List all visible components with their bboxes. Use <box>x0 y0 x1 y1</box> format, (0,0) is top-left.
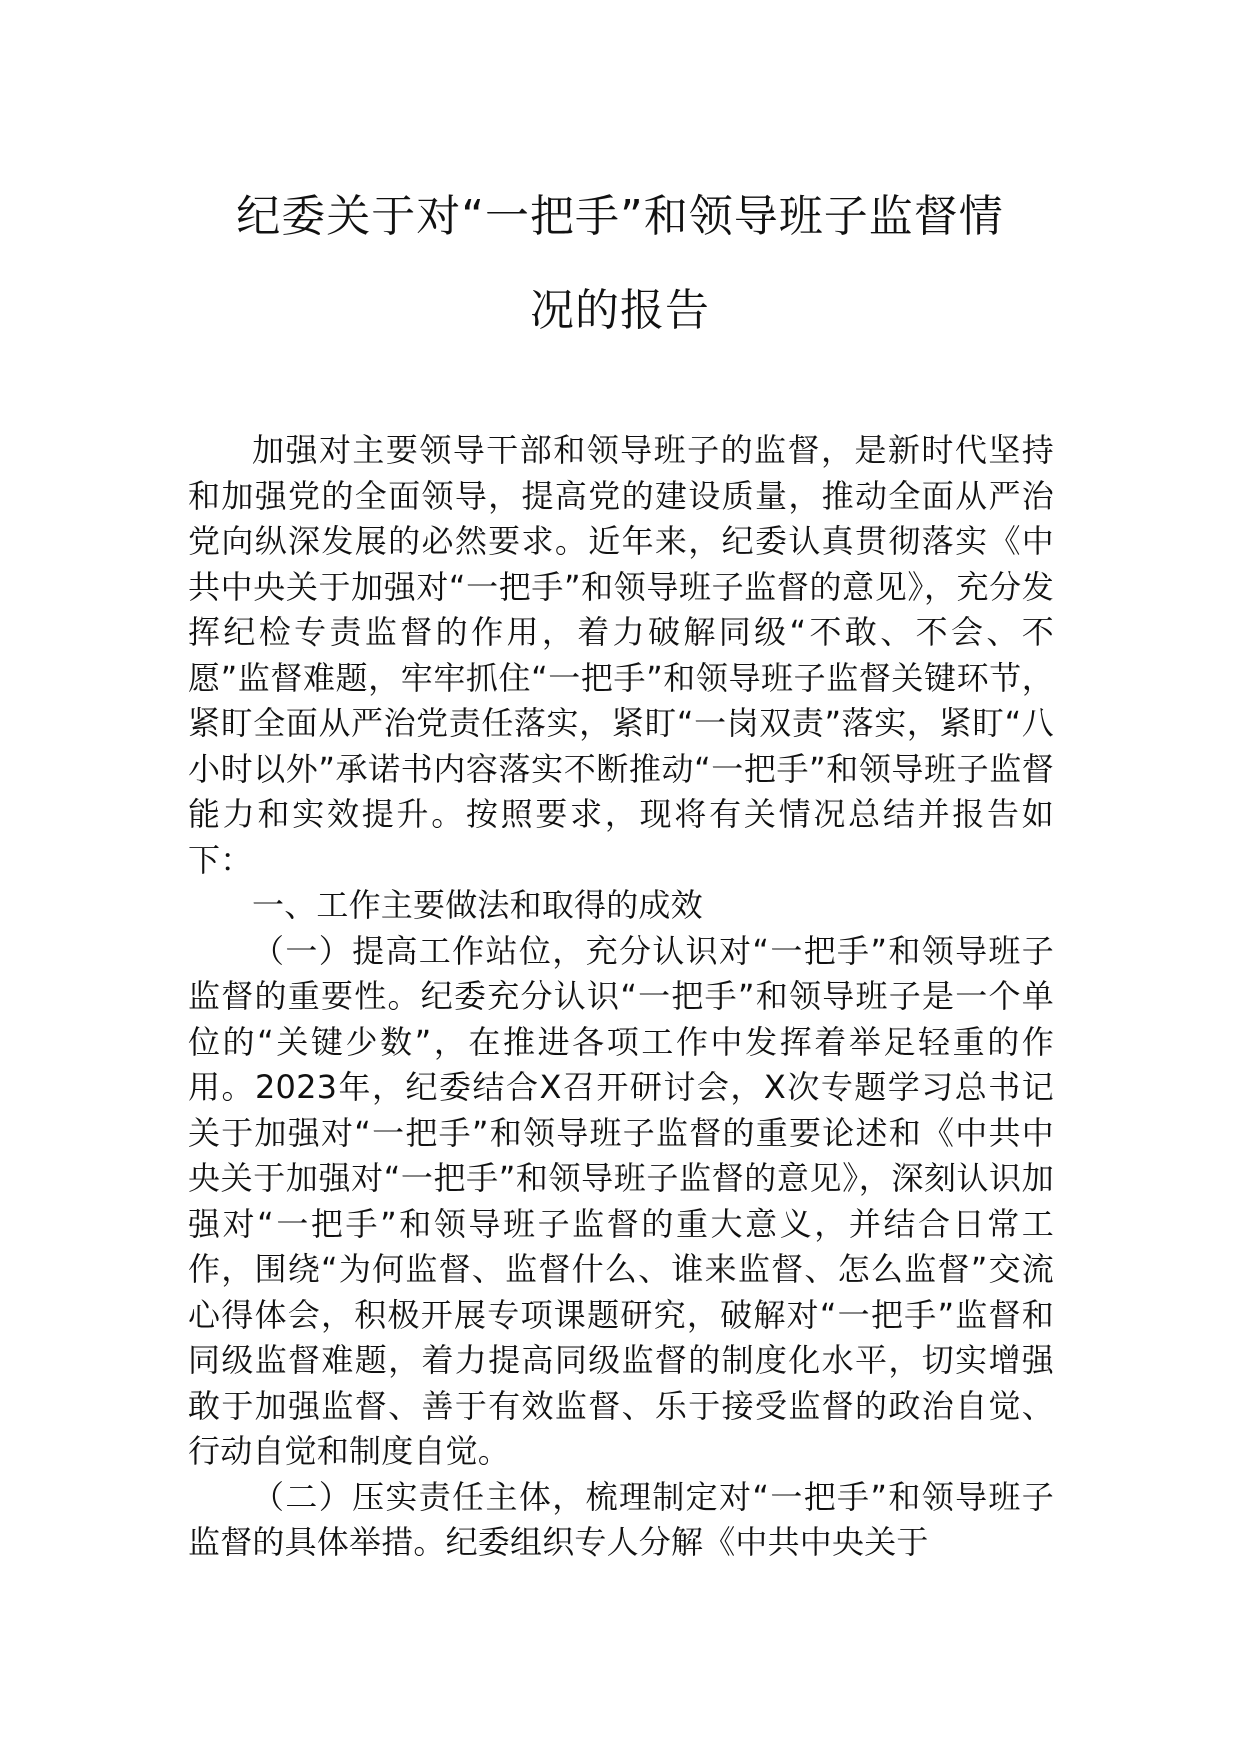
section-heading-1: 一、工作主要做法和取得的成效 <box>252 886 703 924</box>
paragraph-subsection-1: （一）提高工作站位，充分认识对“一把手”和领导班子监督的重要性。纪委充分认识“一把手”和领导班子是一个单位的“关键少数”，在推进各项工作中发挥着举足轻重的作用。2023年，纪委结合X召开研讨会，X次专题学习总书记关于加强对“一把手”和领导班子监督的重要论述和《中共中央关于加强对“一把手”和领导班子监督的意见》，深刻认识加强对“一把手”和领导班子监督的重大意义，并结合日常工作，围绕“为何监督、监督什么、谁来监督、怎么监督”交流心得体会，积极开展专项课题研究，破解对“一把手”监督和同级监督难题，着力提高同级监督的制度化水平，切实增强敢于加强监督、善于有效监督、乐于接受监督的政治自觉、行动自觉和制度自觉。 <box>188 931 1054 1470</box>
intro-paragraph: 加强对主要领导干部和领导班子的监督，是新时代坚持和加强党的全面领导，提高党的建设质量，推动全面从严治党向纵深发展的必然要求。近年来，纪委认真贯彻落实《中共中央关于加强对“一把手”和领导班子监督的意见》，充分发挥纪检专责监督的作用，着力破解同级“不敢、不会、不愿”监督难题，牢牢抓住“一把手”和领导班子监督关键环节，紧盯全面从严治党责任落实，紧盯“一岗双责”落实，紧盯“八小时以外”承诺书内容落实不断推动“一把手”和领导班子监督能力和实效提升。按照要求，现将有关情况总结并报告如下： <box>188 431 1054 879</box>
title-line-2: 况的报告 <box>530 285 710 336</box>
paragraph-subsection-2: （二）压实责任主体，梳理制定对“一把手”和领导班子监督的具体举措。纪委组织专人分解《中共中央关于 <box>188 1477 1054 1561</box>
document-body <box>188 428 1054 1566</box>
document-title <box>140 170 1100 358</box>
title-line-1: 纪委关于对“一把手”和领导班子监督情 <box>236 191 1004 242</box>
